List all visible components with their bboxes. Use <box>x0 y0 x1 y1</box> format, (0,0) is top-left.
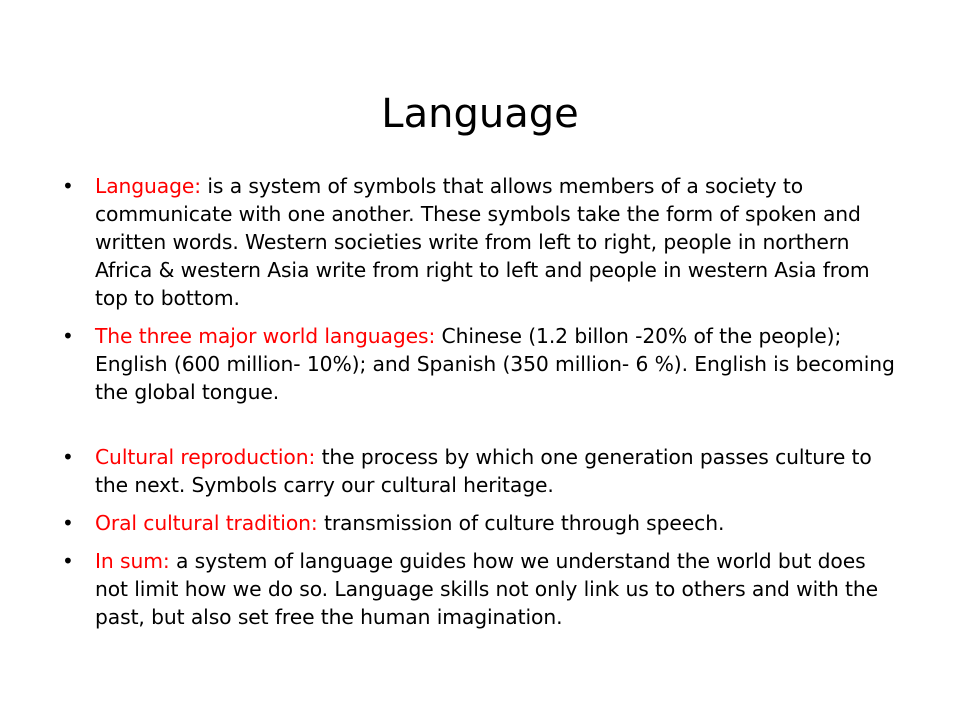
slide-title: Language <box>381 91 579 137</box>
bullet-icon: • <box>62 324 74 348</box>
bullet-item-oral-tradition <box>62 509 902 537</box>
bullet-item-major-languages <box>62 322 902 406</box>
bullet-label: Oral cultural tradition: <box>95 511 318 535</box>
bullet-icon: • <box>62 511 74 535</box>
bullet-text: transmission of culture through speech. <box>317 511 725 535</box>
bullet-text: Chinese (1.2 billon -20% of the people); English (600 million- 10%); and Spanish (350 million- 6 %). English is becoming the global tongue. <box>95 324 895 404</box>
bullet-list <box>62 172 902 631</box>
bullet-text: is a system of symbols that allows members of a society to communicate with one another. These symbols take the form of spoken and written words. Western societies write from left to right, people in northern Africa & western Asia write from right to left and people in western Asia from top to bottom. <box>95 174 870 310</box>
bullet-item-cultural-reproduction <box>62 443 902 499</box>
bullet-icon: • <box>62 174 74 198</box>
bullet-item-in-sum <box>62 547 902 631</box>
bullet-label: In sum: <box>95 549 170 573</box>
bullet-label: The three major world languages: <box>95 324 436 348</box>
bullet-text: the process by which one generation passes culture to the next. Symbols carry our cultural heritage. <box>95 445 872 497</box>
bullet-label: Cultural reproduction: <box>95 445 316 469</box>
bullet-icon: • <box>62 549 74 573</box>
bullet-text: a system of language guides how we understand the world but does not limit how we do so. Language skills not only link us to others and with the past, but also set free the human imagination. <box>95 549 879 629</box>
bullet-icon: • <box>62 445 74 469</box>
bullet-label: Language: <box>95 174 202 198</box>
bullet-item-language <box>62 172 902 312</box>
